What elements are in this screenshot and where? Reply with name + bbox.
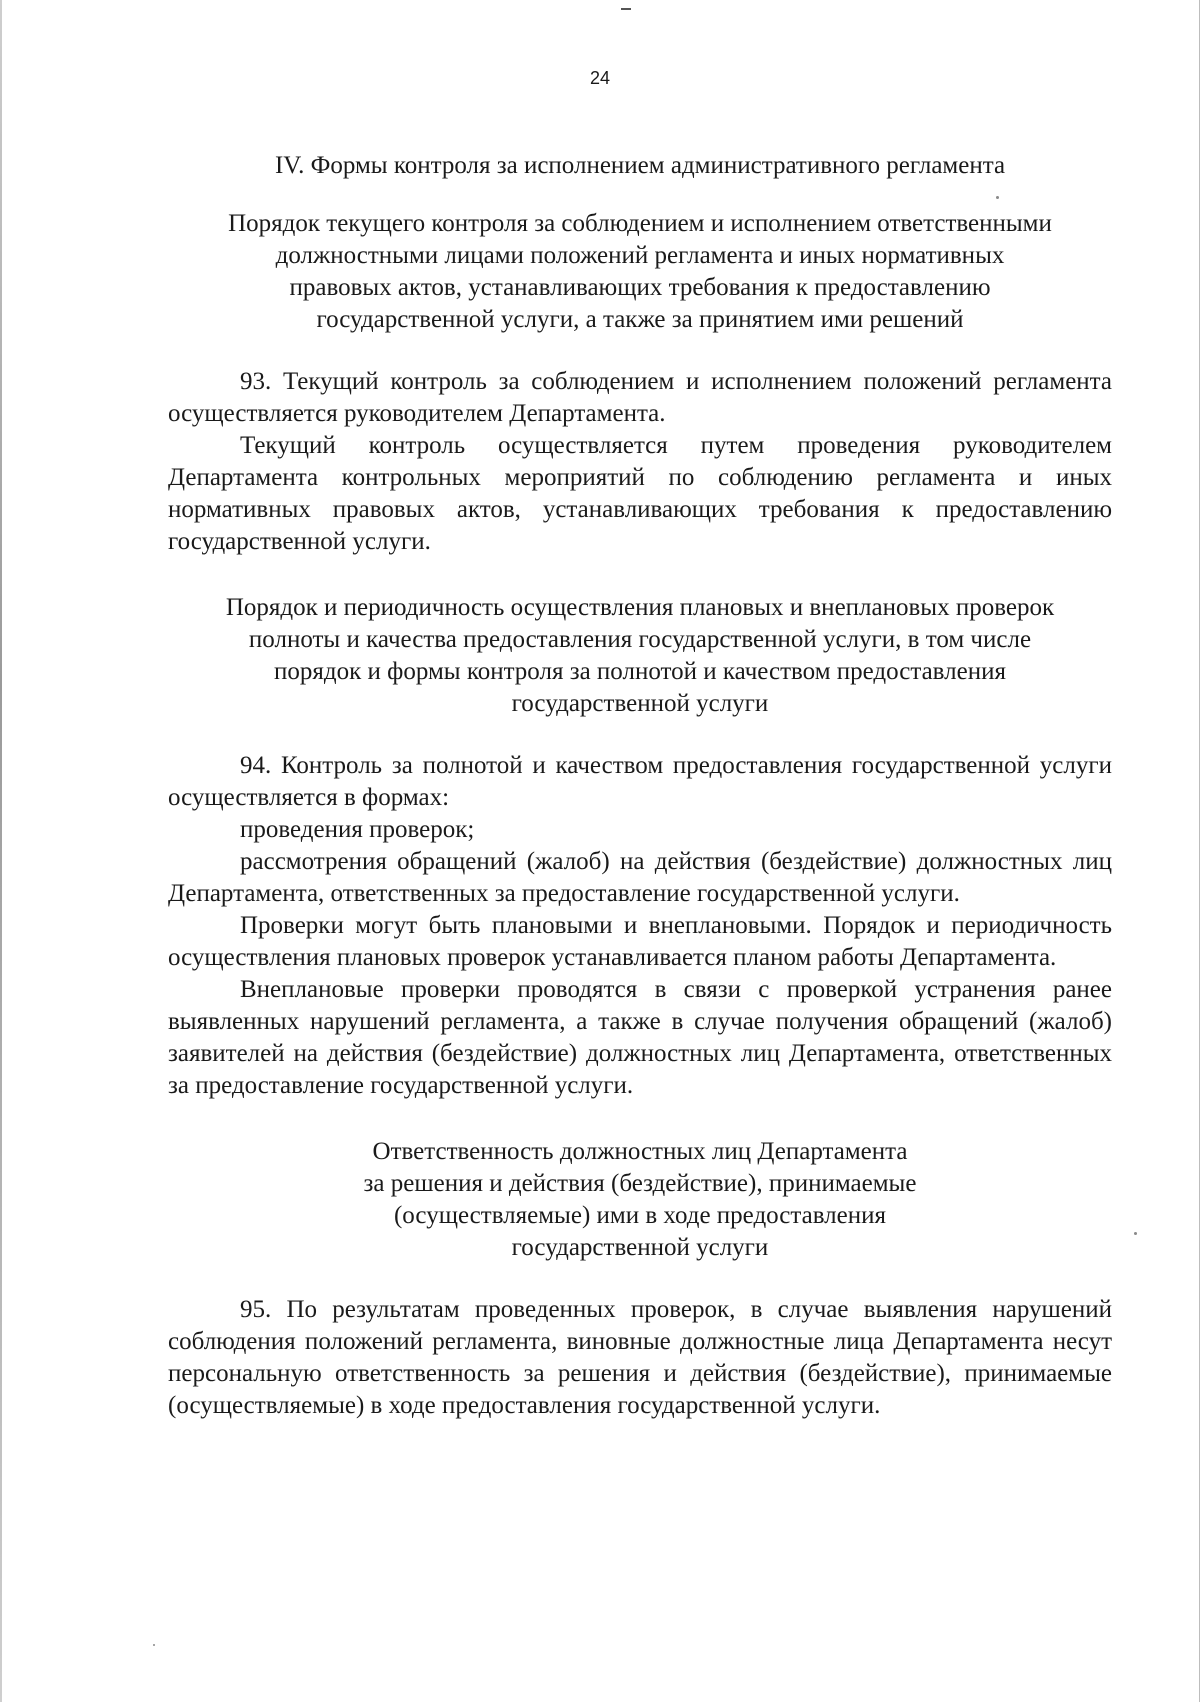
heading-line: государственной услуги (511, 1234, 769, 1261)
heading-line: (осуществляемые) ими в ходе предоставления (393, 1202, 887, 1229)
section-heading-2 (168, 592, 1112, 720)
paragraph: Текущий контроль осуществляется путем проведения руководителем Департамента контрольных мероприятий по соблюдению регламента и иных нормативных правовых актов, устанавливающих требования к предоставлению государственной услуги. (168, 432, 1112, 555)
scan-speck (996, 196, 999, 199)
paragraph: проведения проверок; (240, 816, 475, 843)
section-body-2 (168, 750, 1112, 1102)
scan-mark (621, 8, 631, 10)
heading-line: правовых актов, устанавливающих требования к предоставлению (289, 274, 991, 301)
scan-speck (153, 1644, 155, 1646)
scan-speck (1134, 1232, 1137, 1235)
page-number: 24 (589, 68, 611, 88)
paragraph: рассмотрения обращений (жалоб) на действия (бездействие) должностных лиц Департамента, ответственных за предоставление государственной услуги. (168, 848, 1112, 907)
section-heading-1 (168, 208, 1112, 336)
chapter-title: IV. Формы контроля за исполнением административного регламента (274, 152, 1006, 179)
section-body-3 (168, 1294, 1112, 1422)
heading-line: государственной услуги (511, 690, 769, 717)
heading-line: государственной услуги, а также за принятием ими решений (316, 306, 964, 333)
scan-edge-left (0, 0, 2, 1702)
paragraph-93: 93. Текущий контроль за соблюдением и исполнением положений регламента осуществляется руководителем Департамента. (168, 368, 1112, 427)
paragraph: Проверки могут быть плановыми и внеплановыми. Порядок и периодичность осуществления плановых проверок устанавливается планом работы Департамента. (168, 912, 1112, 971)
document-body (168, 150, 1112, 1456)
paragraph-94: 94. Контроль за полнотой и качеством предоставления государственной услуги осуществляется в формах: (168, 752, 1112, 811)
section-heading-3 (168, 1136, 1112, 1264)
heading-line: Порядок текущего контроля за соблюдением и исполнением ответственными (228, 210, 1052, 237)
heading-line: должностными лицами положений регламента и иных нормативных (275, 242, 1005, 269)
heading-line: за решения и действия (бездействие), принимаемые (363, 1170, 917, 1197)
paragraph-95: 95. По результатам проведенных проверок, в случае выявления нарушений соблюдения положений регламента, виновные должностные лица Департамента несут персональную ответственность за решения и действия (бездействие), принимаемые (осуществляемые) в ходе предоставления государственной услуги. (168, 1296, 1112, 1419)
paragraph: Внеплановые проверки проводятся в связи с проверкой устранения ранее выявленных нарушений регламента, а также в случае получения обращений (жалоб) заявителей на действия (бездействие) должностных лиц Департамента, ответственных за предоставление государственной услуги. (168, 976, 1112, 1099)
heading-line: порядок и формы контроля за полнотой и качеством предоставления (274, 658, 1006, 685)
heading-line: полноты и качества предоставления государственной услуги, в том числе (248, 626, 1032, 653)
heading-line: Ответственность должностных лиц Департамента (372, 1138, 908, 1165)
section-body-1 (168, 366, 1112, 558)
heading-line: Порядок и периодичность осуществления плановых и внеплановых проверок (225, 594, 1055, 621)
